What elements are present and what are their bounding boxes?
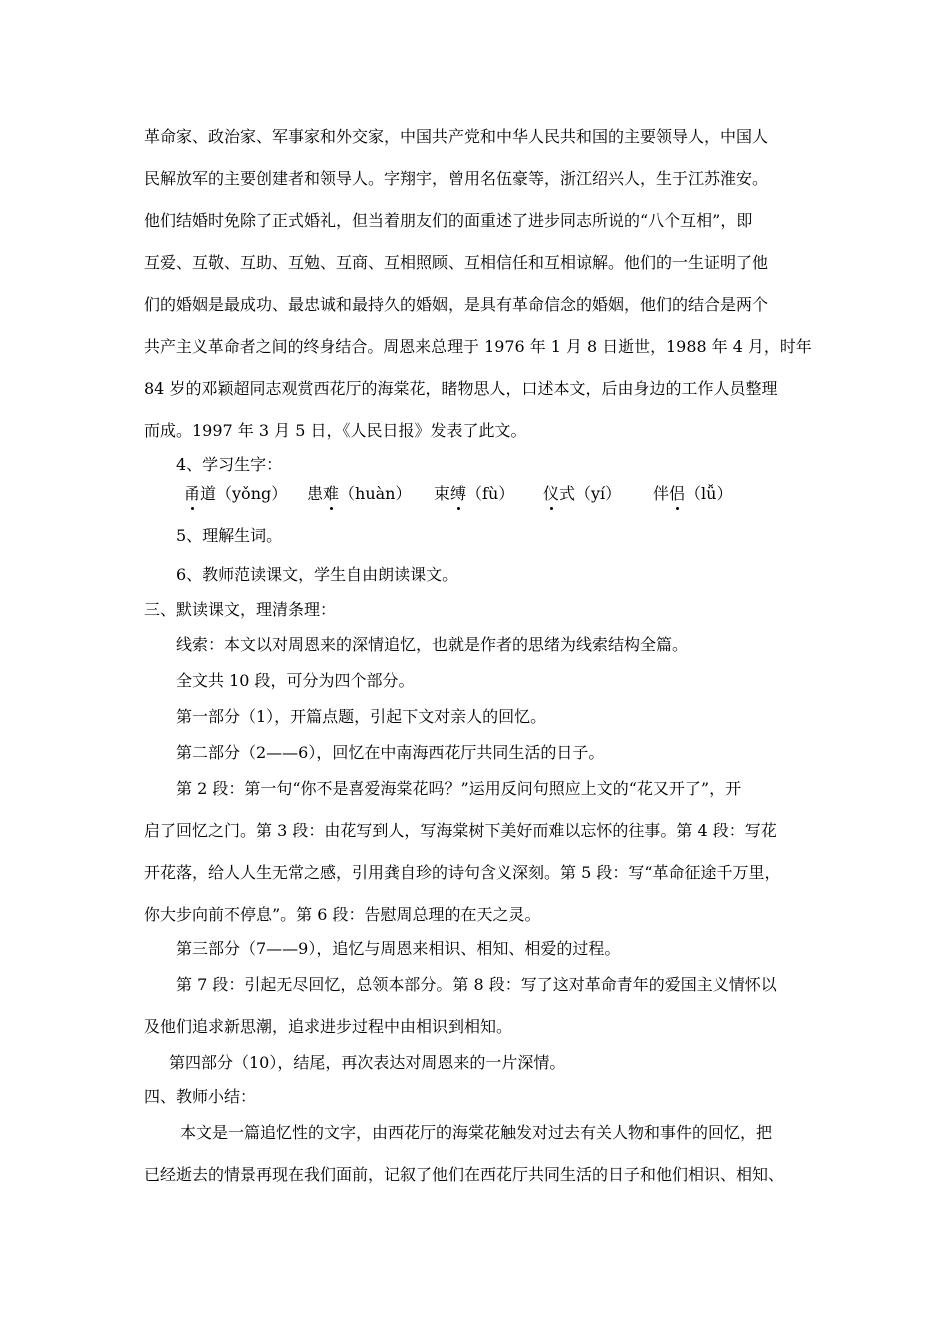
vocab-word bbox=[653, 484, 732, 504]
vocab-pre: 患 bbox=[307, 484, 324, 503]
text-line: 及他们追求新思潮，追求进步过程中由相识到相知。 bbox=[144, 1017, 513, 1036]
vocab-word bbox=[184, 484, 287, 504]
vocab-pre: 束 bbox=[434, 484, 451, 503]
emphasis-char: 侣 bbox=[669, 484, 686, 503]
text-line: 共产主义革命者之间的终身结合。周恩来总理于 1976 年 1 月 8 日逝世，1988 年 4 月，时年 bbox=[144, 337, 812, 356]
vocab-rest: （fù） bbox=[466, 484, 515, 503]
emphasis-char: 仪 bbox=[543, 484, 560, 503]
text-line: 革命家、政治家、军事家和外交家，中国共产党和中华人民共和国的主要领导人，中国人 bbox=[144, 127, 769, 146]
text-line: 第三部分（7——9），追忆与周恩来相识、相知、相爱的过程。 bbox=[176, 939, 621, 958]
text-line: 全文共 10 段，可分为四个部分。 bbox=[176, 671, 415, 690]
text-line: 84 岁的邓颖超同志观赏西花厅的海棠花，睹物思人，口述本文，后由身边的工作人员整理 bbox=[144, 379, 778, 398]
text-line: 民解放军的主要创建者和领导人。字翔宇，曾用名伍豪等，浙江绍兴人，生于江苏淮安。 bbox=[144, 169, 769, 188]
section-heading-3: 三、默读课文，理清条理： bbox=[144, 600, 337, 619]
text-line: 第 7 段：引起无尽回忆，总领本部分。第 8 段：写了这对革命青年的爱国主义情怀以 bbox=[176, 975, 777, 994]
vocabulary-list bbox=[0, 484, 950, 508]
section-heading-4: 四、教师小结： bbox=[144, 1087, 257, 1106]
text-line: 第 2 段：第一句“你不是喜爱海棠花吗？”运用反问句照应上文的“花又开了”，开 bbox=[176, 779, 742, 798]
text-line: 而成。1997 年 3 月 5 日，《人民日报》发表了此文。 bbox=[144, 421, 527, 440]
emphasis-char: 难 bbox=[323, 484, 340, 503]
text-line: 们的婚姻是最成功、最忠诚和最持久的婚姻，是具有革命信念的婚姻，他们的结合是两个 bbox=[144, 295, 769, 314]
text-line: 本文是一篇追忆性的文字，由西花厅的海棠花触发对过去有关人物和事件的回忆，把 bbox=[180, 1123, 773, 1142]
text-line: 线索：本文以对周恩来的深情追忆，也就是作者的思绪为线索结构全篇。 bbox=[176, 635, 689, 654]
list-item-6: 6、教师范读课文，学生自由朗读课文。 bbox=[176, 565, 459, 584]
text-line: 他们结婚时免除了正式婚礼，但当着朋友们的面重述了进步同志所说的“八个互相”，即 bbox=[144, 211, 753, 230]
text-line: 已经逝去的情景再现在我们面前，记叙了他们在西花厅共同生活的日子和他们相识、相知、 bbox=[144, 1165, 785, 1184]
text-line: 第二部分（2——6），回忆在中南海西花厅共同生活的日子。 bbox=[176, 743, 605, 762]
vocab-rest: （lǚ） bbox=[685, 484, 733, 503]
vocab-rest: 式（yí） bbox=[559, 484, 622, 503]
text-line: 第一部分（1），开篇点题，引起下文对亲人的回忆。 bbox=[176, 707, 547, 726]
text-line: 启了回忆之门。第 3 段：由花写到人，写海棠树下美好而难以忘怀的往事。第 4 段：写花 bbox=[144, 821, 777, 840]
text-line: 第四部分（10），结尾，再次表达对周恩来的一片深情。 bbox=[169, 1053, 566, 1072]
emphasis-char: 甬 bbox=[184, 484, 201, 503]
vocab-word bbox=[434, 484, 514, 504]
list-item-4: 4、学习生字： bbox=[176, 455, 283, 474]
emphasis-char: 缚 bbox=[450, 484, 467, 503]
text-line: 互爱、互敬、互助、互勉、互商、互相照顾、互相信任和互相谅解。他们的一生证明了他 bbox=[144, 253, 769, 272]
text-line: 开花落，给人人生无常之感，引用龚自珍的诗句含义深刻。第 5 段：写“革命征途千万里， bbox=[144, 863, 781, 882]
vocab-rest: （huàn） bbox=[339, 484, 412, 503]
vocab-word bbox=[543, 484, 621, 504]
text-line: 你大步向前不停息”。第 6 段：告慰周总理的在天之灵。 bbox=[144, 905, 541, 924]
vocab-word bbox=[307, 484, 412, 504]
vocab-pre: 伴 bbox=[653, 484, 670, 503]
list-item-5: 5、理解生词。 bbox=[176, 526, 283, 545]
vocab-rest: 道（yǒng） bbox=[200, 484, 288, 503]
